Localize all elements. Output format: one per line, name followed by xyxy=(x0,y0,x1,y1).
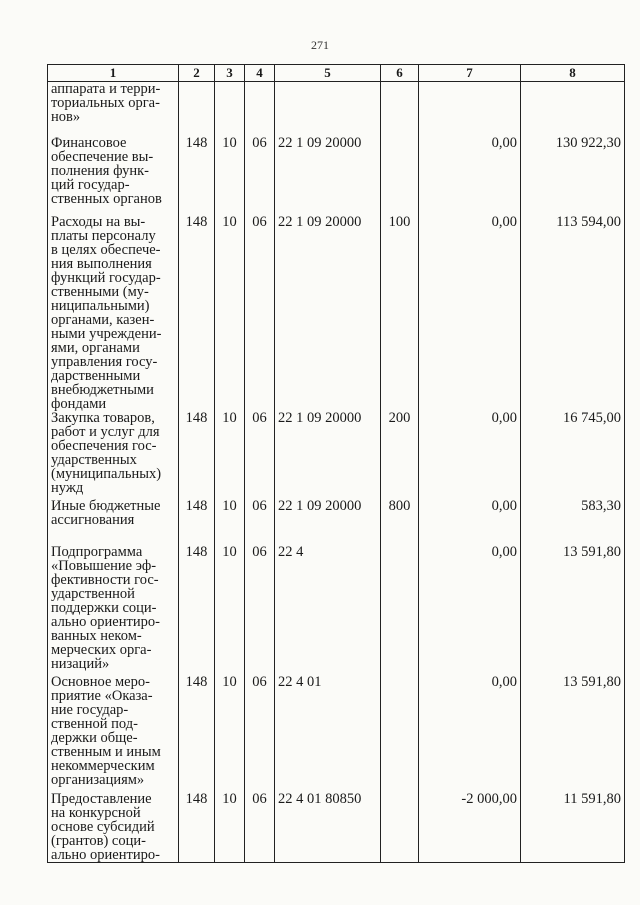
item-name: Основное меро- приятие «Оказа- ние государ- ственной под- держки обще- ственным и иным некоммерческим организациям» xyxy=(51,673,161,788)
total-amount: 583,30 xyxy=(521,499,625,545)
expense-type-code: 100 xyxy=(381,215,419,411)
subsection-code: 06 xyxy=(245,675,275,792)
subsection-code: 06 xyxy=(245,792,275,863)
section-code: 10 xyxy=(215,136,245,215)
column-header: 3 xyxy=(215,65,245,82)
section-code: 10 xyxy=(215,215,245,411)
budget-table xyxy=(47,64,625,863)
change-amount: 0,00 xyxy=(419,675,521,792)
ministry-code: 148 xyxy=(179,545,215,675)
total-amount: 13 591,80 xyxy=(521,675,625,792)
section-code: 10 xyxy=(215,411,245,499)
change-amount: 0,00 xyxy=(419,136,521,215)
total-amount: 113 594,00 xyxy=(521,215,625,411)
item-name-cell xyxy=(48,792,179,863)
target-article-code: 22 4 01 80850 xyxy=(275,792,381,863)
ministry-code: 148 xyxy=(179,411,215,499)
table-row xyxy=(48,499,625,545)
total-amount xyxy=(521,82,625,136)
column-header: 7 xyxy=(419,65,521,82)
target-article-code xyxy=(275,82,381,136)
section-code: 10 xyxy=(215,545,245,675)
section-code: 10 xyxy=(215,675,245,792)
table-row xyxy=(48,545,625,675)
ministry-code: 148 xyxy=(179,499,215,545)
item-name: Расходы на вы- платы персоналу в целях обеспече- ния выполнения функций государ- ственными (му- ниципальными) органами, казен- ными учреждени- ями, органами управления госу- дарственными внебюджетными фондами xyxy=(51,213,162,412)
total-amount: 16 745,00 xyxy=(521,411,625,499)
table-row xyxy=(48,675,625,792)
column-header: 5 xyxy=(275,65,381,82)
change-amount: 0,00 xyxy=(419,545,521,675)
section-code xyxy=(215,82,245,136)
item-name-cell xyxy=(48,499,179,545)
table-row xyxy=(48,411,625,499)
item-name-cell xyxy=(48,411,179,499)
target-article-code: 22 1 09 20000 xyxy=(275,411,381,499)
section-code: 10 xyxy=(215,792,245,863)
target-article-code: 22 4 xyxy=(275,545,381,675)
column-header: 6 xyxy=(381,65,419,82)
ministry-code: 148 xyxy=(179,136,215,215)
ministry-code: 148 xyxy=(179,215,215,411)
subsection-code: 06 xyxy=(245,136,275,215)
change-amount: 0,00 xyxy=(419,499,521,545)
column-header: 1 xyxy=(48,65,179,82)
table-row xyxy=(48,792,625,863)
target-article-code: 22 1 09 20000 xyxy=(275,215,381,411)
ministry-code xyxy=(179,82,215,136)
subsection-code: 06 xyxy=(245,411,275,499)
target-article-code: 22 1 09 20000 xyxy=(275,136,381,215)
item-name-cell xyxy=(48,215,179,411)
change-amount: -2 000,00 xyxy=(419,792,521,863)
subsection-code: 06 xyxy=(245,499,275,545)
expense-type-code xyxy=(381,792,419,863)
item-name: Иные бюджетные ассигнования xyxy=(51,497,161,528)
total-amount: 11 591,80 xyxy=(521,792,625,863)
subsection-code xyxy=(245,82,275,136)
item-name: Финансовое обеспечение вы- полнения функ- ций государ- ственных органов xyxy=(51,134,162,207)
total-amount: 13 591,80 xyxy=(521,545,625,675)
item-name-cell xyxy=(48,545,179,675)
subsection-code: 06 xyxy=(245,215,275,411)
table-row xyxy=(48,215,625,411)
subsection-code: 06 xyxy=(245,545,275,675)
change-amount xyxy=(419,82,521,136)
change-amount: 0,00 xyxy=(419,411,521,499)
expense-type-code xyxy=(381,675,419,792)
item-name-cell xyxy=(48,136,179,215)
total-amount: 130 922,30 xyxy=(521,136,625,215)
item-name-cell xyxy=(48,675,179,792)
expense-type-code xyxy=(381,136,419,215)
expense-type-code xyxy=(381,82,419,136)
ministry-code: 148 xyxy=(179,675,215,792)
page-number: 271 xyxy=(311,38,329,52)
table-row xyxy=(48,82,625,136)
target-article-code: 22 4 01 xyxy=(275,675,381,792)
column-header: 2 xyxy=(179,65,215,82)
target-article-code: 22 1 09 20000 xyxy=(275,499,381,545)
ministry-code: 148 xyxy=(179,792,215,863)
item-name: Подпрограмма «Повышение эф- фективности гос- ударственной поддержки соци- ально ориентиро- ванных неком- мерческих орга- низаций» xyxy=(51,543,160,672)
change-amount: 0,00 xyxy=(419,215,521,411)
expense-type-code xyxy=(381,545,419,675)
column-header: 4 xyxy=(245,65,275,82)
item-name-cell xyxy=(48,82,179,136)
expense-type-code: 200 xyxy=(381,411,419,499)
header-row xyxy=(48,65,625,82)
item-name: Закупка товаров, работ и услуг для обеспечения гос- ударственных (муниципальных) нужд xyxy=(51,409,162,496)
table-row xyxy=(48,136,625,215)
item-name: аппарата и терри- ториальных орга- нов» xyxy=(51,81,161,125)
item-name: Предоставление на конкурсной основе субсидий (грантов) соци- ально ориентиро- xyxy=(51,790,160,863)
column-header: 8 xyxy=(521,65,625,82)
section-code: 10 xyxy=(215,499,245,545)
expense-type-code: 800 xyxy=(381,499,419,545)
